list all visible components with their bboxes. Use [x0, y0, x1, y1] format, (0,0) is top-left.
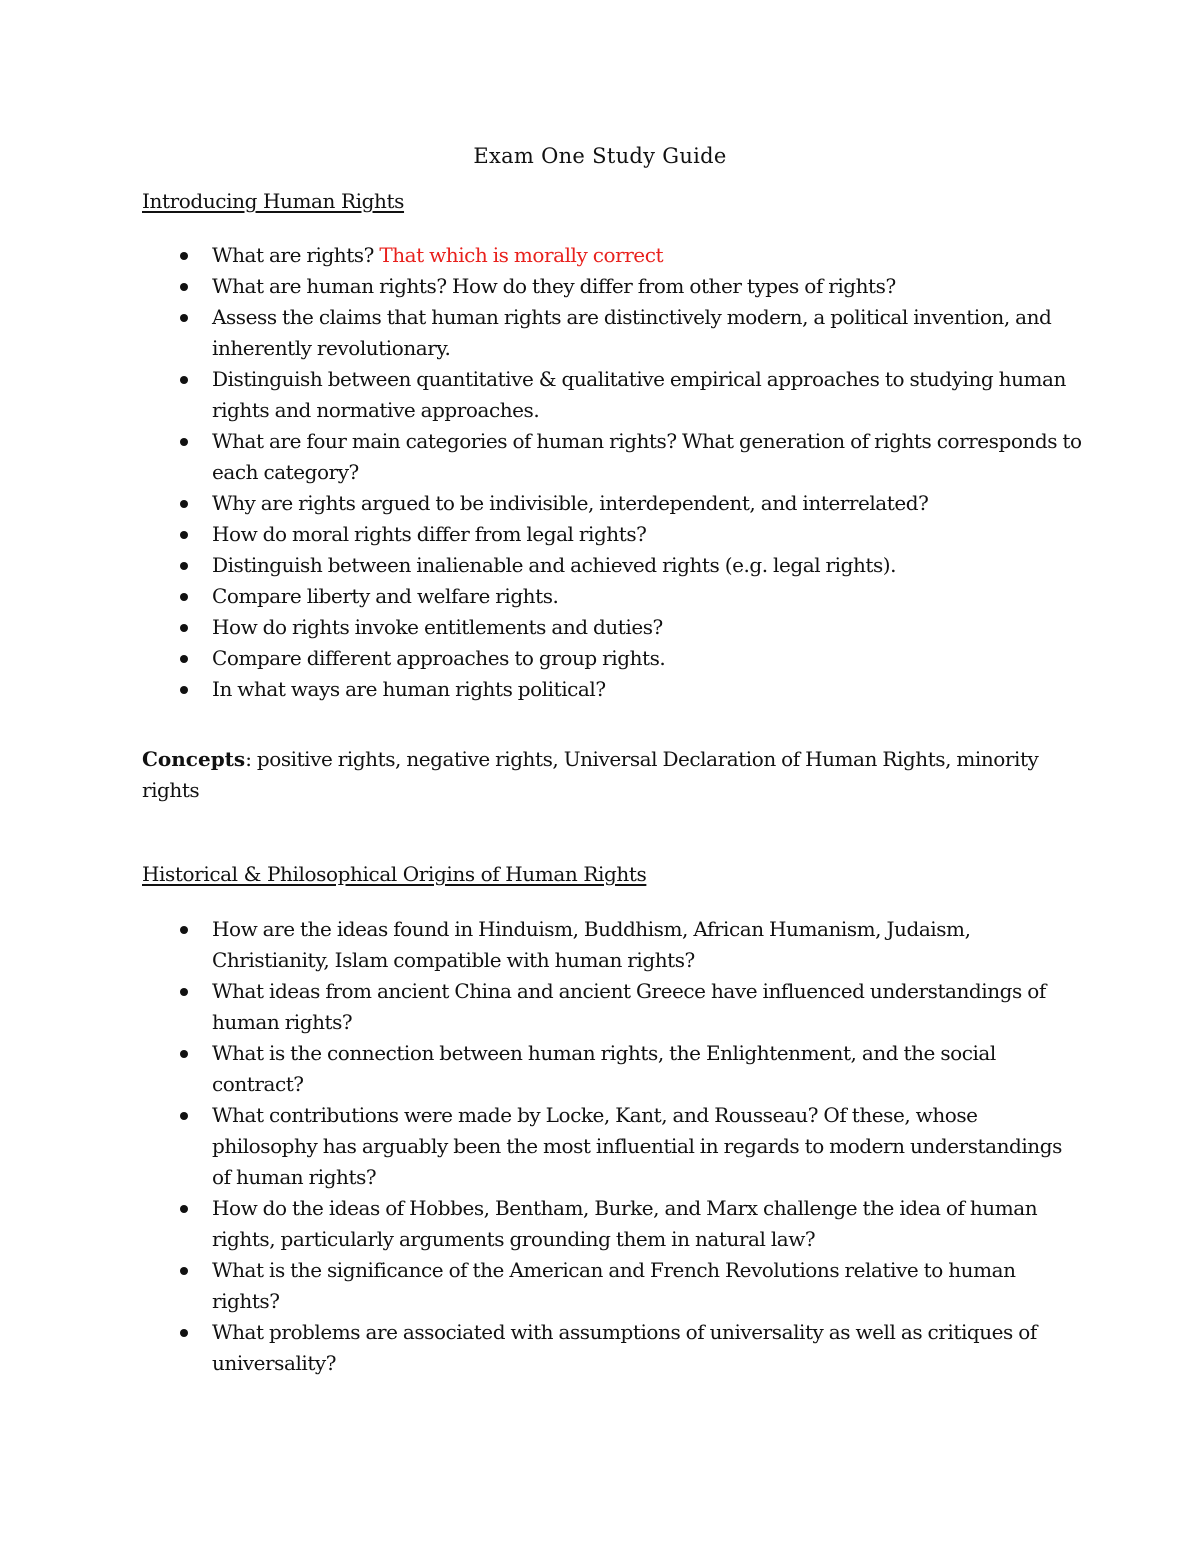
question-text: How do rights invoke entitlements and duties?	[212, 615, 663, 639]
bullet-icon	[180, 252, 188, 260]
bullet-icon	[180, 926, 188, 934]
question-text: What are four main categories of human rights? What generation of rights corresponds to each category?	[212, 429, 1082, 484]
question-text: How do the ideas of Hobbes, Bentham, Burke, and Marx challenge the idea of human rights, particularly arguments grounding them in natural law?	[212, 1196, 1038, 1251]
concepts-paragraph	[142, 744, 1042, 806]
list-item	[142, 1100, 1082, 1193]
question-text: How are the ideas found in Hinduism, Buddhism, African Humanism, Judaism, Christianity, Islam compatible with human rights?	[212, 917, 971, 972]
list-item	[142, 914, 1082, 976]
question-text: What problems are associated with assumptions of universality as well as critiques of universality?	[212, 1320, 1037, 1375]
question-text: What contributions were made by Locke, Kant, and Rousseau? Of these, whose philosophy has arguably been the most influential in regards to modern understandings of human rights?	[212, 1103, 1062, 1189]
bullet-icon	[180, 283, 188, 291]
list-item	[142, 426, 1082, 488]
bullet-icon	[180, 500, 188, 508]
list-item	[142, 1193, 1082, 1255]
bullet-icon	[180, 1112, 188, 1120]
question-text: What is the connection between human rights, the Enlightenment, and the social contract?	[212, 1041, 996, 1096]
question-text: In what ways are human rights political?	[212, 677, 606, 701]
question-text: Distinguish between inalienable and achieved rights (e.g. legal rights).	[212, 553, 897, 577]
question-text: Distinguish between quantitative & qualitative empirical approaches to studying human rights and normative approaches.	[212, 367, 1066, 422]
bullet-icon	[180, 314, 188, 322]
question-text: How do moral rights differ from legal rights?	[212, 522, 647, 546]
bullet-icon	[180, 988, 188, 996]
bullet-icon	[180, 531, 188, 539]
list-item	[142, 302, 1082, 364]
bullet-icon	[180, 1050, 188, 1058]
concepts-text: : positive rights, negative rights, Universal Declaration of Human Rights, minority rights	[142, 747, 1039, 802]
list-item	[142, 519, 1082, 550]
bullet-icon	[180, 1267, 188, 1275]
bullet-icon	[180, 624, 188, 632]
list-item	[142, 488, 1082, 519]
list-item	[142, 364, 1082, 426]
question-text: Assess the claims that human rights are distinctively modern, a political invention, and inherently revolutionary.	[212, 305, 1052, 360]
bullet-icon	[180, 593, 188, 601]
list-item	[142, 1317, 1082, 1379]
question-text: What are rights?	[212, 243, 380, 267]
question-text: Why are rights argued to be indivisible, interdependent, and interrelated?	[212, 491, 929, 515]
concepts-label: Concepts	[142, 747, 246, 771]
list-item	[142, 581, 1082, 612]
bullet-icon	[180, 376, 188, 384]
list-item	[142, 240, 1082, 271]
section-heading-historical-origins: Historical & Philosophical Origins of Human Rights	[142, 862, 647, 886]
section-1-question-list	[142, 240, 1082, 705]
section-2-question-list	[142, 914, 1082, 1379]
question-text: What is the significance of the American and French Revolutions relative to human rights?	[212, 1258, 1016, 1313]
question-text: Compare different approaches to group rights.	[212, 646, 666, 670]
list-item	[142, 674, 1082, 705]
list-item	[142, 1255, 1082, 1317]
section-heading-introducing-human-rights: Introducing Human Rights	[142, 189, 405, 213]
list-item	[142, 643, 1082, 674]
question-text: What are human rights? How do they differ from other types of rights?	[212, 274, 896, 298]
list-item	[142, 976, 1082, 1038]
question-text: Compare liberty and welfare rights.	[212, 584, 559, 608]
question-text: What ideas from ancient China and ancient Greece have influenced understandings of human rights?	[212, 979, 1046, 1034]
bullet-icon	[180, 1329, 188, 1337]
bullet-icon	[180, 686, 188, 694]
list-item	[142, 612, 1082, 643]
bullet-icon	[180, 655, 188, 663]
bullet-icon	[180, 438, 188, 446]
bullet-icon	[180, 1205, 188, 1213]
document-title: Exam One Study Guide	[473, 144, 727, 168]
list-item	[142, 550, 1082, 581]
answer-text: That which is morally correct	[379, 243, 664, 267]
list-item	[142, 271, 1082, 302]
bullet-icon	[180, 562, 188, 570]
list-item	[142, 1038, 1082, 1100]
